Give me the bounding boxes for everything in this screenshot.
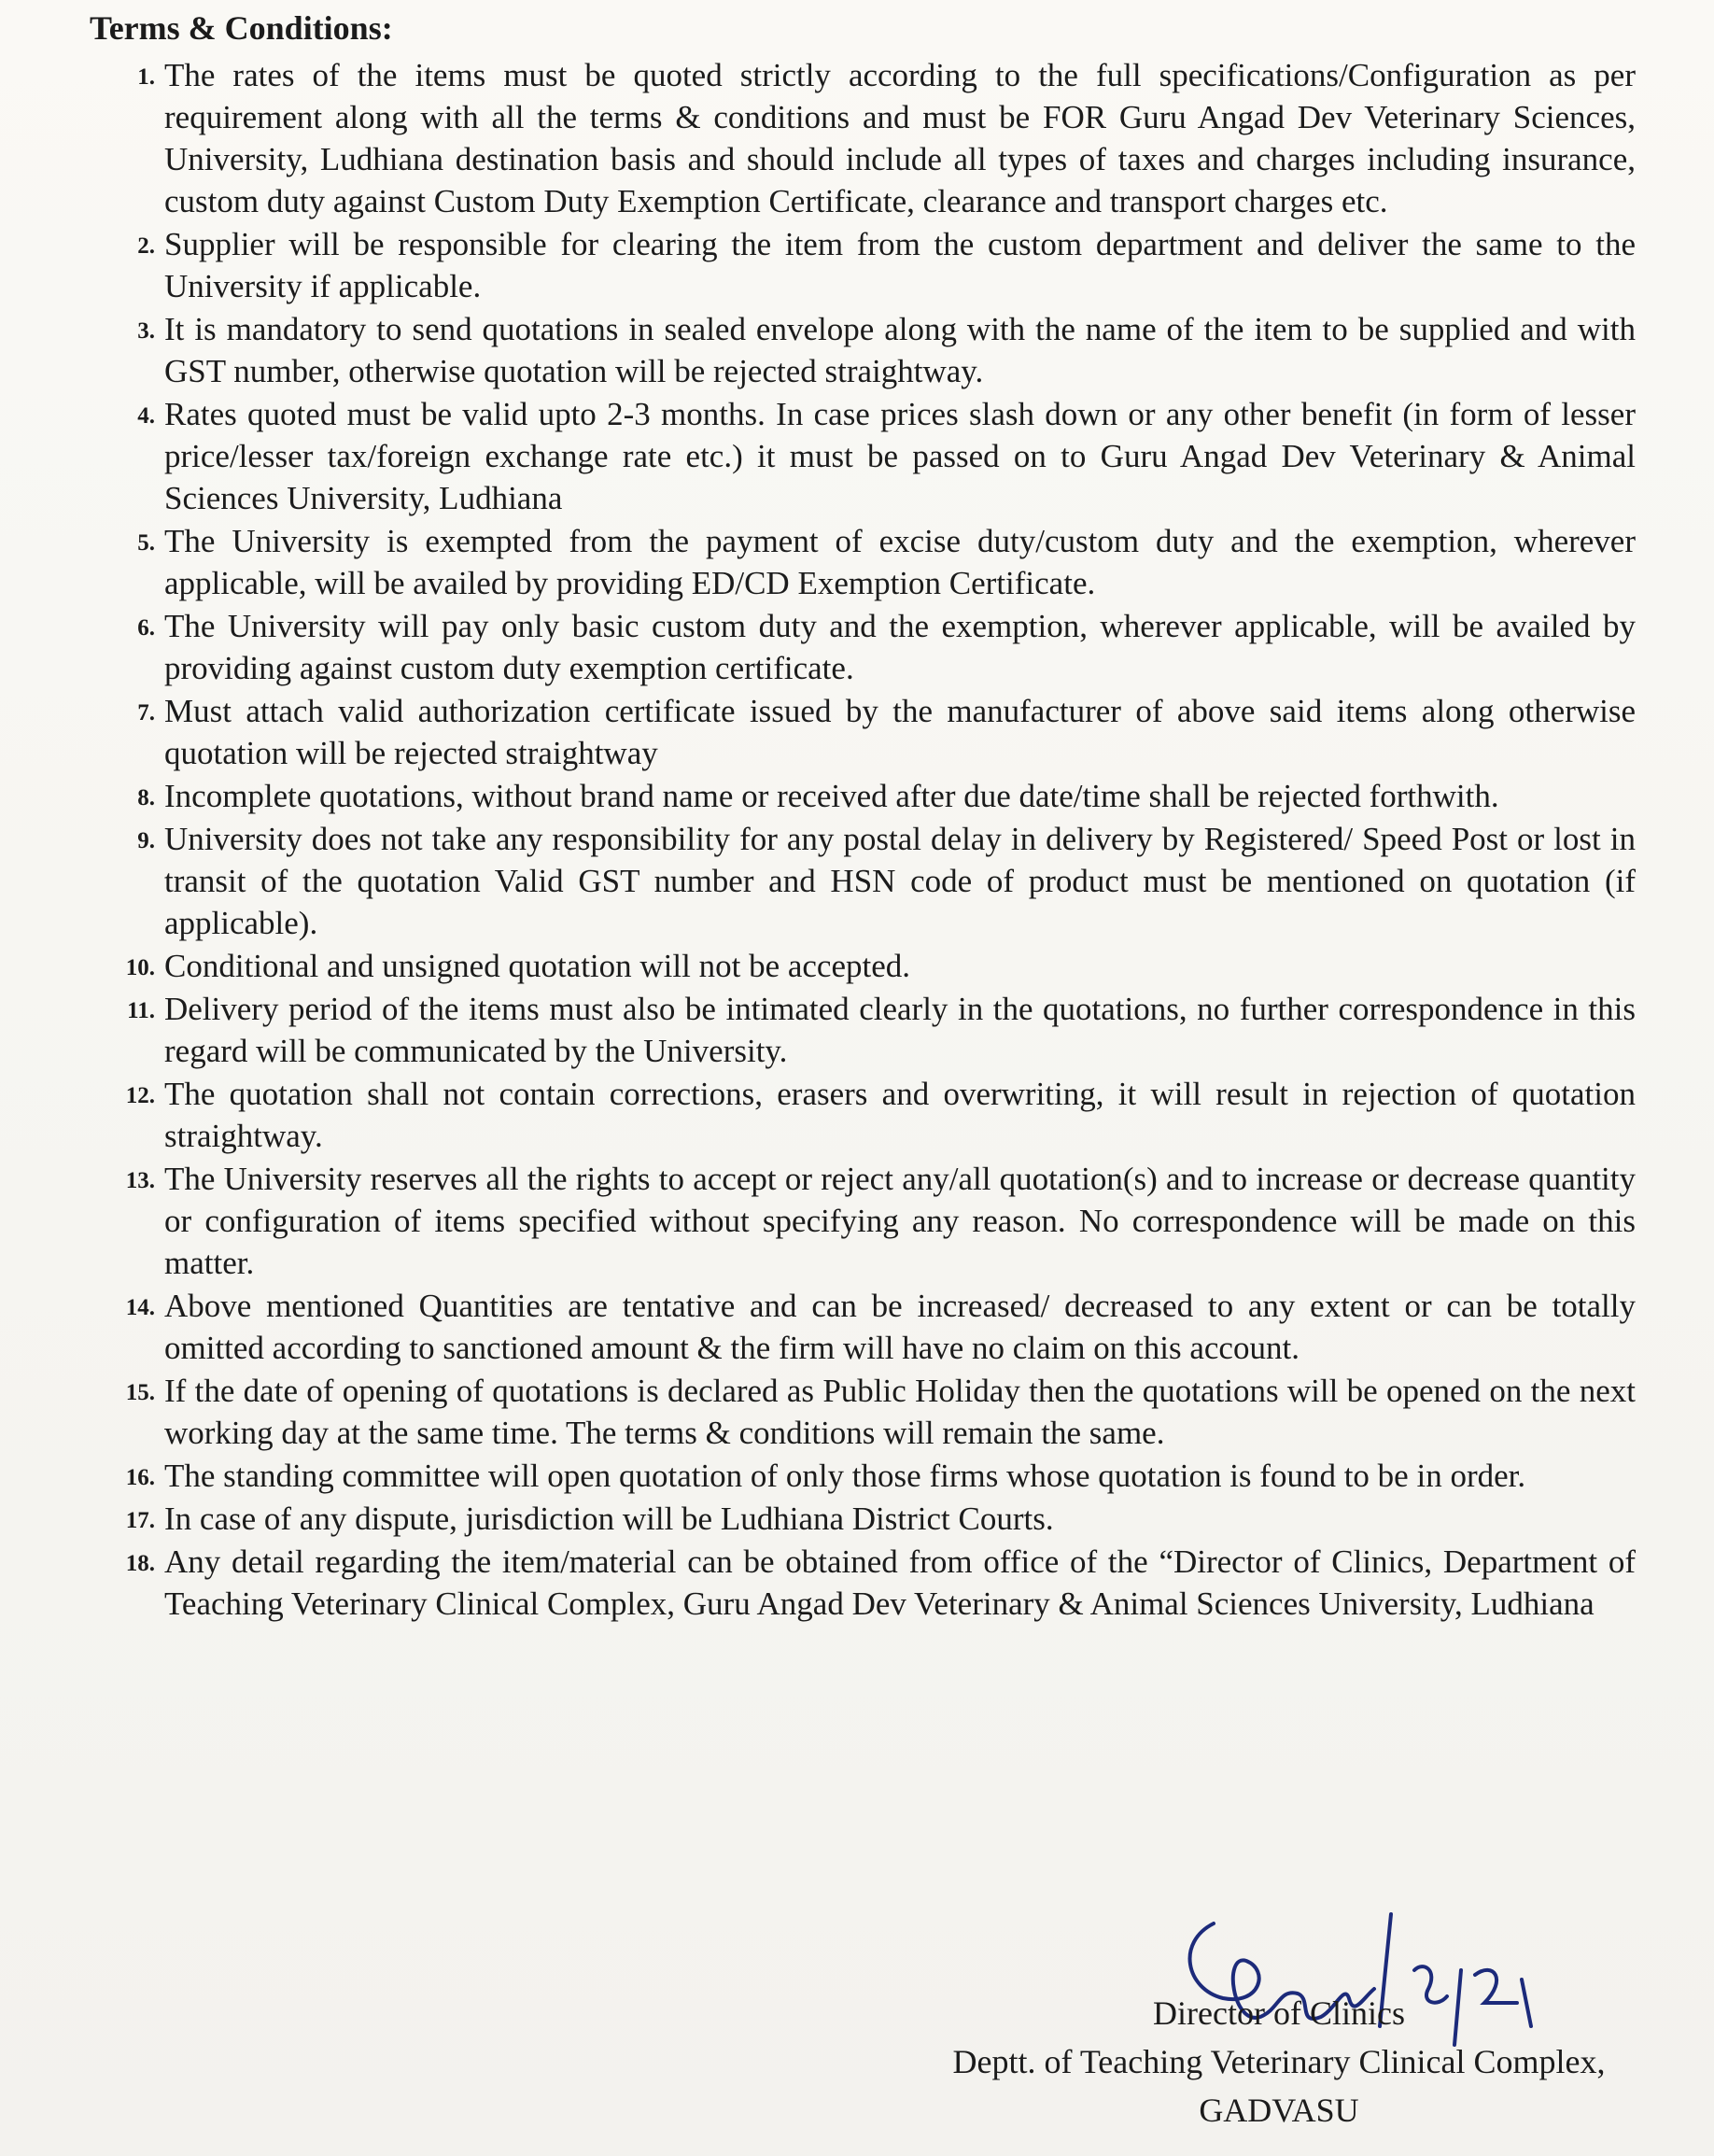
term-text: Conditional and unsigned quotation will not be accepted.: [164, 948, 911, 984]
signatory-institution: GADVASU: [1199, 2092, 1359, 2129]
term-text: In case of any dispute, jurisdiction will be Ludhiana District Courts.: [164, 1501, 1054, 1537]
term-item: [86, 1541, 1636, 1625]
terms-list: [86, 54, 1636, 1625]
term-number: 1.: [137, 64, 155, 90]
term-text: The rates of the items must be quoted strictly according to the full specifications/Configuration as per requirement along with all the terms & conditions and must be FOR Guru Angad Dev Veterinary Sciences, University, Ludhiana destination basis and should include all types of taxes and charges including insurance, custom duty against Custom Duty Exemption Certificate, clearance and transport charges etc.: [164, 57, 1636, 219]
term-text: Supplier will be responsible for clearing the item from the custom department and deliver the same to the University if applicable.: [164, 226, 1636, 304]
term-text: The University will pay only basic custom duty and the exemption, wherever applicable, will be availed by providing against custom duty exemption certificate.: [164, 608, 1636, 686]
term-number: 5.: [137, 530, 155, 556]
term-item: [86, 988, 1636, 1072]
term-item: [86, 1498, 1636, 1540]
term-item: [86, 945, 1636, 987]
term-number: 4.: [137, 403, 155, 429]
term-item: [86, 1158, 1636, 1284]
term-item: [86, 690, 1636, 774]
term-text: The standing committee will open quotation of only those firms whose quotation is found to be in order.: [164, 1458, 1526, 1494]
term-text: Any detail regarding the item/material can be obtained from office of the “Director of Clinics, Department of Teaching Veterinary Clinical Complex, Guru Angad Dev Veterinary & Animal Sciences University, Ludhiana: [164, 1543, 1636, 1622]
term-text: It is mandatory to send quotations in sealed envelope along with the name of the item to be supplied and with GST number, otherwise quotation will be rejected straightway.: [164, 311, 1636, 389]
term-text: The University reserves all the rights to accept or reject any/all quotation(s) and to increase or decrease quantity or configuration of items specified without specifying any reason. No correspondence will be made on this matter.: [164, 1161, 1636, 1281]
term-number: 11.: [127, 998, 155, 1023]
term-item: [86, 818, 1636, 944]
term-number: 3.: [137, 318, 155, 344]
term-number: 17.: [125, 1508, 155, 1533]
term-text: If the date of opening of quotations is declared as Public Holiday then the quotations will be opened on the next working day at the same time. The terms & conditions will remain the same.: [164, 1373, 1636, 1451]
term-text: Rates quoted must be valid upto 2-3 months. In case prices slash down or any other benefit (in form of lesser price/lesser tax/foreign exchange rate etc.) it must be passed on to Guru Angad Dev Veterinary & Animal Sciences University, Ludhiana: [164, 396, 1636, 516]
term-item: [86, 1370, 1636, 1454]
term-item: [86, 1455, 1636, 1497]
term-item: [86, 1285, 1636, 1369]
page-title: Terms & Conditions:: [90, 9, 393, 47]
term-item: [86, 1073, 1636, 1157]
signatory-title: Director of Clinics: [1153, 1994, 1405, 2032]
term-item: [86, 605, 1636, 689]
term-number: 18.: [125, 1551, 155, 1576]
term-text: University does not take any responsibility for any postal delay in delivery by Registered/ Speed Post or lost in transit of the quotation Valid GST number and HSN code of product must be mentioned on quotation (if applicable).: [164, 821, 1636, 941]
term-item: [86, 775, 1636, 817]
term-number: 15.: [125, 1380, 155, 1405]
term-number: 6.: [137, 615, 155, 641]
term-number: 8.: [137, 785, 155, 810]
term-item: [86, 308, 1636, 392]
signatory-department: Deptt. of Teaching Veterinary Clinical Complex,: [952, 2043, 1606, 2080]
term-text: The quotation shall not contain corrections, erasers and overwriting, it will result in rejection of quotation straightway.: [164, 1076, 1636, 1154]
term-item: [86, 520, 1636, 604]
term-number: 14.: [125, 1295, 155, 1320]
term-text: Must attach valid authorization certificate issued by the manufacturer of above said items along otherwise quotation will be rejected straightway: [164, 693, 1636, 771]
term-text: Delivery period of the items must also be intimated clearly in the quotations, no further correspondence in this regard will be communicated by the University.: [164, 991, 1636, 1069]
term-number: 7.: [137, 700, 155, 726]
term-number: 12.: [125, 1083, 155, 1108]
term-text: Above mentioned Quantities are tentative and can be increased/ decreased to any extent or can be totally omitted according to sanctioned amount & the firm will have no claim on this account.: [164, 1288, 1636, 1366]
term-text: Incomplete quotations, without brand name or received after due date/time shall be rejected forthwith.: [164, 778, 1499, 814]
term-number: 2.: [137, 233, 155, 259]
term-number: 13.: [125, 1168, 155, 1193]
term-number: 9.: [137, 828, 155, 853]
term-text: The University is exempted from the payment of excise duty/custom duty and the exemption, wherever applicable, will be availed by providing ED/CD Exemption Certificate.: [164, 523, 1636, 601]
term-number: 10.: [125, 955, 155, 980]
term-item: [86, 223, 1636, 307]
term-item: [86, 393, 1636, 519]
term-number: 16.: [125, 1465, 155, 1490]
signature-block: [896, 1886, 1662, 2138]
term-item: [86, 54, 1636, 222]
